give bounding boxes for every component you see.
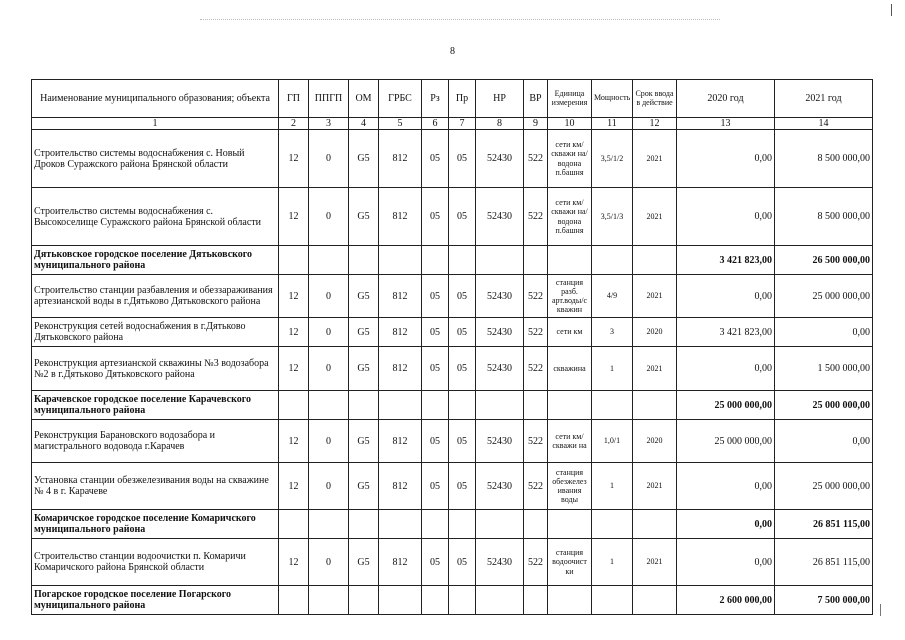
cell-ppgp [309,510,349,539]
cell-grbs: 812 [379,420,422,463]
cell-pr [449,246,476,275]
cell-power [592,586,633,615]
column-number: 9 [524,118,548,130]
cell-power: 3 [592,318,633,347]
cell-y2020: 25 000 000,00 [677,420,775,463]
cell-om [349,510,379,539]
group-row [32,586,873,615]
cell-pr: 05 [449,130,476,188]
cell-term [633,246,677,275]
column-number: 14 [775,118,873,130]
cell-nr [476,246,524,275]
table-row [32,130,873,188]
cell-y2021: 0,00 [775,318,873,347]
header-power: Мощность [592,80,633,118]
cell-term: 2021 [633,188,677,246]
cell-nr: 52430 [476,130,524,188]
cell-om [349,246,379,275]
cell-unit [548,510,592,539]
cell-rz: 05 [422,420,449,463]
column-number: 1 [32,118,279,130]
cell-name: Строительство системы водоснабжения с. Новый Дроков Суражского района Брянской области [32,130,279,188]
column-number: 2 [279,118,309,130]
group-row [32,510,873,539]
cell-grbs: 812 [379,130,422,188]
cell-rz: 05 [422,347,449,391]
cell-om: G5 [349,463,379,510]
cell-term [633,510,677,539]
column-number: 5 [379,118,422,130]
table-row [32,347,873,391]
cell-y2020: 0,00 [677,275,775,318]
cell-term: 2021 [633,130,677,188]
cell-rz [422,510,449,539]
cell-unit: скважина [548,347,592,391]
cell-pr [449,510,476,539]
budget-table [31,79,873,615]
cell-name: Установка станции обезжелезивания воды на скважине № 4 в г. Карачеве [32,463,279,510]
cell-nr: 52430 [476,275,524,318]
cell-vr: 522 [524,347,548,391]
column-number: 12 [633,118,677,130]
cell-unit: сети км [548,318,592,347]
cell-rz: 05 [422,275,449,318]
cell-gp: 12 [279,188,309,246]
column-number: 8 [476,118,524,130]
cell-nr [476,510,524,539]
cell-vr: 522 [524,463,548,510]
cell-term [633,586,677,615]
cell-om [349,391,379,420]
group-row [32,246,873,275]
cell-ppgp: 0 [309,318,349,347]
cell-gp [279,586,309,615]
cell-unit: сети км/скважи на/водона п.башня [548,130,592,188]
cell-vr [524,246,548,275]
table-row [32,188,873,246]
cell-y2020: 0,00 [677,347,775,391]
cell-gp [279,246,309,275]
header-ppgp: ППГП [309,80,349,118]
table-row [32,275,873,318]
cell-term [633,391,677,420]
cell-pr: 05 [449,188,476,246]
cell-gp: 12 [279,347,309,391]
cell-pr [449,391,476,420]
column-number: 7 [449,118,476,130]
column-number: 10 [548,118,592,130]
cell-gp: 12 [279,275,309,318]
cell-y2021: 8 500 000,00 [775,130,873,188]
header-name: Наименование муниципального образования; объекта [32,80,279,118]
cell-name: Реконструкция Барановского водозабора и магистрального водовода г.Карачев [32,420,279,463]
cell-ppgp: 0 [309,539,349,586]
cell-vr: 522 [524,188,548,246]
cell-grbs [379,391,422,420]
table-row [32,463,873,510]
cell-power: 1 [592,463,633,510]
cell-grbs: 812 [379,539,422,586]
cell-nr [476,586,524,615]
column-number: 11 [592,118,633,130]
cell-term: 2020 [633,318,677,347]
cell-nr [476,391,524,420]
cell-gp [279,391,309,420]
cell-vr [524,510,548,539]
cell-ppgp: 0 [309,420,349,463]
header-nr: НР [476,80,524,118]
cell-name: Комаричское городское поселение Комаричского муниципального района [32,510,279,539]
cell-y2020: 3 421 823,00 [677,246,775,275]
cell-y2020: 2 600 000,00 [677,586,775,615]
table-row [32,539,873,586]
header-2021: 2021 год [775,80,873,118]
cell-y2021: 1 500 000,00 [775,347,873,391]
cell-grbs: 812 [379,347,422,391]
cell-term: 2021 [633,463,677,510]
cell-gp: 12 [279,463,309,510]
cell-rz: 05 [422,318,449,347]
table-body [32,130,873,615]
header-vr: ВР [524,80,548,118]
cell-name: Карачевское городское поселение Карачевского муниципального района [32,391,279,420]
cell-term: 2020 [633,420,677,463]
column-number: 4 [349,118,379,130]
cell-y2020: 0,00 [677,510,775,539]
cell-name: Дятьковское городское поселение Дятьковского муниципального района [32,246,279,275]
column-number: 6 [422,118,449,130]
cell-name: Погарское городское поселение Погарского муниципального района [32,586,279,615]
cell-power: 3,5/1/2 [592,130,633,188]
cell-pr: 05 [449,463,476,510]
scan-edge-mark [880,604,881,616]
cell-power: 1 [592,347,633,391]
cell-gp: 12 [279,318,309,347]
cell-rz: 05 [422,188,449,246]
cell-power: 1 [592,539,633,586]
header-pr: Пр [449,80,476,118]
cell-name: Реконструкция сетей водоснабжения в г.Дятьково Дятьковского района [32,318,279,347]
cell-unit: станция водоочист ки [548,539,592,586]
cell-om: G5 [349,347,379,391]
cell-om [349,586,379,615]
cell-nr: 52430 [476,347,524,391]
cell-power [592,391,633,420]
header-gp: ГП [279,80,309,118]
header-2020: 2020 год [677,80,775,118]
cell-y2021: 26 851 115,00 [775,539,873,586]
cell-unit [548,246,592,275]
cell-vr: 522 [524,539,548,586]
cell-y2021: 26 500 000,00 [775,246,873,275]
cell-grbs: 812 [379,318,422,347]
cell-nr: 52430 [476,420,524,463]
column-number: 13 [677,118,775,130]
cell-name: Строительство системы водоснабжения с. Высокоселище Суражского района Брянской области [32,188,279,246]
cell-y2021: 25 000 000,00 [775,463,873,510]
cell-rz: 05 [422,539,449,586]
cell-rz [422,246,449,275]
cell-om: G5 [349,188,379,246]
cell-term: 2021 [633,275,677,318]
cell-grbs: 812 [379,188,422,246]
cell-grbs [379,510,422,539]
cell-unit: сети км/скважи на/водона п.башня [548,188,592,246]
page-number: 8 [450,46,455,57]
cell-ppgp: 0 [309,347,349,391]
cell-term: 2021 [633,539,677,586]
cell-unit: станция обезжелез ивания воды [548,463,592,510]
cell-om: G5 [349,275,379,318]
cell-y2020: 0,00 [677,463,775,510]
cell-power: 4/9 [592,275,633,318]
cell-y2020: 0,00 [677,188,775,246]
cell-gp: 12 [279,420,309,463]
cell-gp [279,510,309,539]
column-number: 3 [309,118,349,130]
cell-grbs: 812 [379,463,422,510]
cell-power: 1,0/1 [592,420,633,463]
cell-unit [548,391,592,420]
cell-nr: 52430 [476,463,524,510]
cell-name: Строительство станции водоочистки п. Комаричи Комаричского района Брянской области [32,539,279,586]
cell-y2021: 0,00 [775,420,873,463]
header-grbs: ГРБС [379,80,422,118]
cell-y2021: 7 500 000,00 [775,586,873,615]
header-rz: Рз [422,80,449,118]
cell-om: G5 [349,318,379,347]
table-row [32,318,873,347]
header-unit: Единица измерения [548,80,592,118]
cell-unit: сети км/скважи на [548,420,592,463]
cell-y2021: 26 851 115,00 [775,510,873,539]
cell-y2021: 25 000 000,00 [775,391,873,420]
cell-rz: 05 [422,130,449,188]
cell-unit [548,586,592,615]
cell-grbs [379,586,422,615]
cell-y2021: 25 000 000,00 [775,275,873,318]
cell-term: 2021 [633,347,677,391]
cell-pr: 05 [449,347,476,391]
header-row [32,80,873,118]
cell-rz: 05 [422,463,449,510]
cell-gp: 12 [279,130,309,188]
cell-y2020: 0,00 [677,130,775,188]
cell-om: G5 [349,539,379,586]
scan-artifact-dots [200,19,720,21]
cell-nr: 52430 [476,539,524,586]
cell-power: 3,5/1/3 [592,188,633,246]
cell-pr: 05 [449,318,476,347]
cell-vr [524,586,548,615]
cell-gp: 12 [279,539,309,586]
cell-om: G5 [349,130,379,188]
cell-vr: 522 [524,130,548,188]
cell-rz [422,391,449,420]
cell-ppgp: 0 [309,130,349,188]
cell-vr: 522 [524,275,548,318]
cell-power [592,510,633,539]
cell-ppgp: 0 [309,275,349,318]
header-om: ОМ [349,80,379,118]
cell-ppgp [309,246,349,275]
cell-pr [449,586,476,615]
cell-ppgp [309,586,349,615]
cell-ppgp: 0 [309,188,349,246]
cell-name: Реконструкция артезианской скважины №3 водозабора №2 в г.Дятьково Дятьковского района [32,347,279,391]
cell-name: Строительство станции разбавления и обеззараживания артезианской воды в г.Дятьково Дятьковского района [32,275,279,318]
cell-grbs [379,246,422,275]
cell-om: G5 [349,420,379,463]
cell-ppgp [309,391,349,420]
cell-pr: 05 [449,420,476,463]
cell-vr: 522 [524,420,548,463]
cell-y2020: 25 000 000,00 [677,391,775,420]
column-number-row [32,118,873,130]
cell-grbs: 812 [379,275,422,318]
table-row [32,420,873,463]
scan-edge-mark [891,4,892,16]
cell-vr [524,391,548,420]
cell-rz [422,586,449,615]
group-row [32,391,873,420]
cell-y2021: 8 500 000,00 [775,188,873,246]
cell-vr: 522 [524,318,548,347]
cell-nr: 52430 [476,188,524,246]
cell-y2020: 3 421 823,00 [677,318,775,347]
cell-ppgp: 0 [309,463,349,510]
cell-power [592,246,633,275]
cell-pr: 05 [449,539,476,586]
cell-y2020: 0,00 [677,539,775,586]
header-term: Срок ввода в действие [633,80,677,118]
cell-pr: 05 [449,275,476,318]
cell-nr: 52430 [476,318,524,347]
cell-unit: станция разб. арт.воды/с кважин [548,275,592,318]
